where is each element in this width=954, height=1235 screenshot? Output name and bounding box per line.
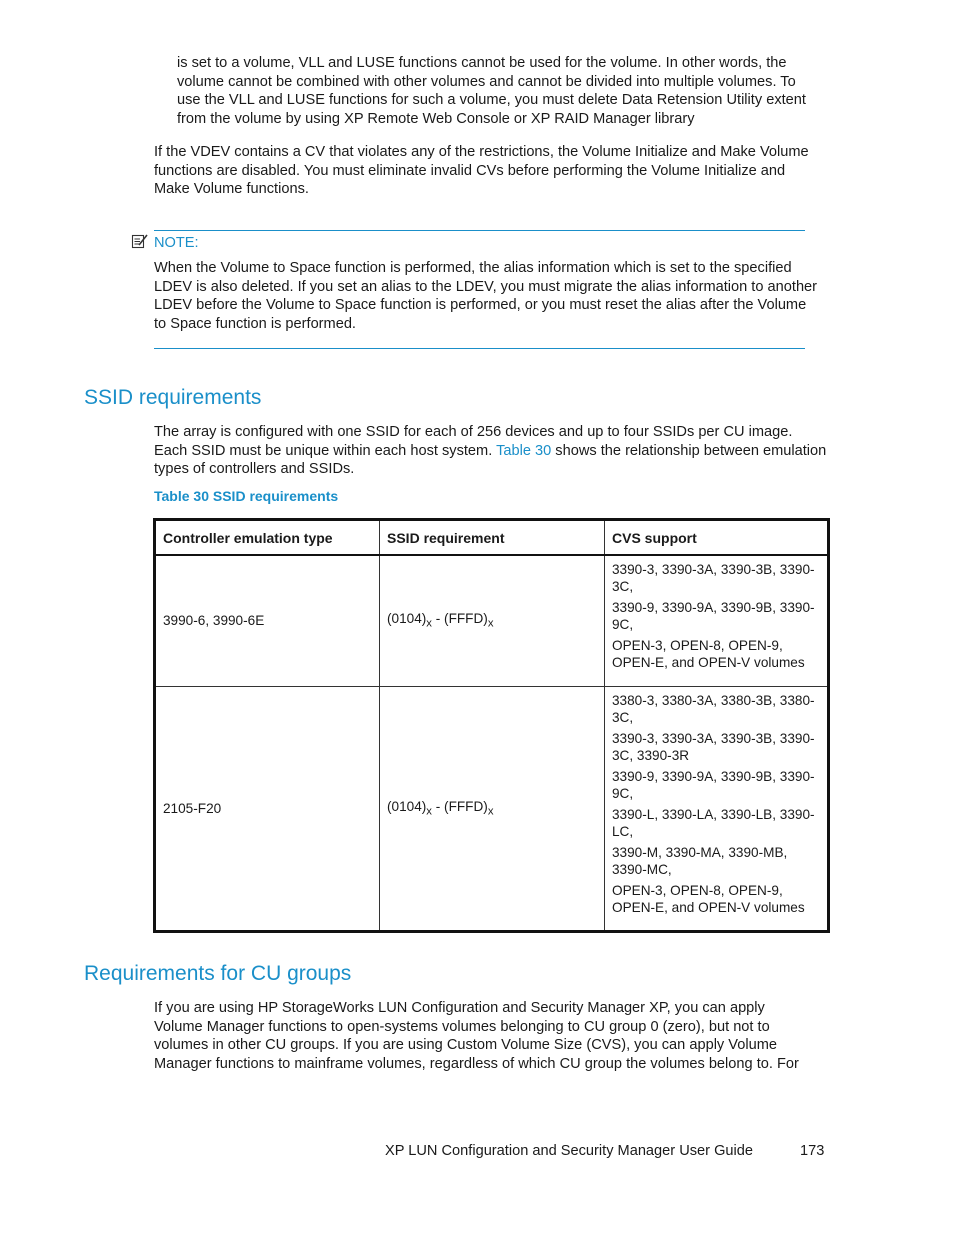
cvs-item: 3380-3, 3380-3A, 3380-3B, 3380-3C, <box>612 692 815 725</box>
text-line: types of controllers and SSIDs. <box>154 461 355 478</box>
page-number: 173 <box>800 1143 825 1159</box>
text-line: Manager functions to mainframe volumes, regardless of which CU group the volumes belong to. For <box>154 1055 799 1072</box>
text-line: LDEV is also deleted. If you set an alias to the LDEV, you must migrate the alias information to another <box>154 278 818 295</box>
note-bottom-rule <box>154 348 805 349</box>
cvs-item: OPEN-3, OPEN-8, OPEN-9, OPEN-E, and OPEN-V volumes <box>612 638 805 670</box>
text-line: Volume Manager functions to open-systems volumes belonging to CU group 0 (zero), but not to <box>154 1018 770 1035</box>
vdev-paragraph <box>154 143 809 199</box>
text-line: volumes in other CU groups. If you are using Custom Volume Size (CVS), you can apply Volume <box>154 1037 777 1054</box>
text-line: The array is configured with one SSID for each of 256 devices and up to four SSIDs per CU image. <box>154 424 793 440</box>
cvs-item: 3390-3, 3390-3A, 3390-3B, 3390-3C, <box>612 562 815 594</box>
cvs-item: 3390-9, 3390-9A, 3390-9B, 3390-9C, <box>612 768 815 801</box>
table-30-link[interactable]: Table 30 <box>496 442 552 459</box>
table-header-row <box>155 520 829 556</box>
note-title: NOTE: <box>154 235 199 251</box>
text-line: LDEV before the Volume to Space function is performed, or you must reset the alias after the Volume <box>154 297 807 314</box>
text-line: volume cannot be combined with other volumes and cannot be divided into multiple volumes. To <box>177 73 796 90</box>
cvs-cell <box>605 686 829 931</box>
section-heading-ssid: SSID requirements <box>84 386 262 409</box>
column-header-cvs: CVS support <box>605 520 829 556</box>
column-header-ssid: SSID requirement <box>380 520 605 556</box>
cu-groups-paragraph <box>154 999 799 1073</box>
text-line: to Space function is performed. <box>154 315 356 332</box>
note-top-rule <box>154 230 805 231</box>
table-caption: Table 30 SSID requirements <box>154 488 339 504</box>
column-header-emulation: Controller emulation type <box>155 520 380 556</box>
text-line: use the VLL and LUSE functions for such a volume, you must delete Data Retension Utility extent <box>177 92 806 109</box>
text-line: Each SSID must be unique within each host system. Table 30 shows the relationship between emulation <box>154 442 827 459</box>
emulation-cell: 2105-F20 <box>155 686 380 931</box>
note-label <box>131 233 199 253</box>
ssid-cell: $(0104)_x$ - $(FFFD)_x$ <box>380 555 605 686</box>
cvs-cell <box>605 555 829 686</box>
text-line: When the Volume to Space function is performed, the alias information which is set to the specified <box>154 260 792 276</box>
cvs-item: 3390-9, 3390-9A, 3390-9B, 3390-9C, <box>612 600 815 632</box>
ssid-requirements-table <box>153 518 830 933</box>
text-line: functions are disabled. You must eliminate invalid CVs before performing the Volume Initialize and <box>154 162 786 179</box>
text-line: from the volume by using XP Remote Web Console or XP RAID Manager library <box>177 110 695 127</box>
table-row <box>155 686 829 931</box>
footer-guide-title: XP LUN Configuration and Security Manager User Guide <box>385 1143 754 1159</box>
text-line: If you are using HP StorageWorks LUN Configuration and Security Manager XP, you can apply <box>154 1000 765 1016</box>
list-item-continuation <box>177 54 806 128</box>
cvs-item: 3390-3, 3390-3A, 3390-3B, 3390-3C, 3390-3R <box>612 730 815 763</box>
cvs-item: 3390-L, 3390-LA, 3390-LB, 3390-LC, <box>612 806 815 839</box>
section-heading-cu-groups: Requirements for CU groups <box>84 962 352 985</box>
text-line: is set to a volume, VLL and LUSE functions cannot be used for the volume. In other words, the <box>177 55 787 71</box>
cvs-item: OPEN-3, OPEN-8, OPEN-9, OPEN-E, and OPEN-V volumes <box>612 882 805 915</box>
note-pad-icon <box>131 233 149 253</box>
ssid-intro-paragraph <box>154 423 826 479</box>
text-line: If the VDEV contains a CV that violates any of the restrictions, the Volume Initialize and Make Volume <box>154 144 809 160</box>
ssid-cell: $(0104)_x$ - $(FFFD)_x$ <box>380 686 605 931</box>
text-line: Make Volume functions. <box>154 181 309 198</box>
table-row <box>155 555 829 686</box>
note-body <box>154 259 817 333</box>
emulation-cell: 3990-6, 3990-6E <box>155 555 380 686</box>
cvs-item: 3390-M, 3390-MA, 3390-MB, 3390-MC, <box>612 844 788 877</box>
